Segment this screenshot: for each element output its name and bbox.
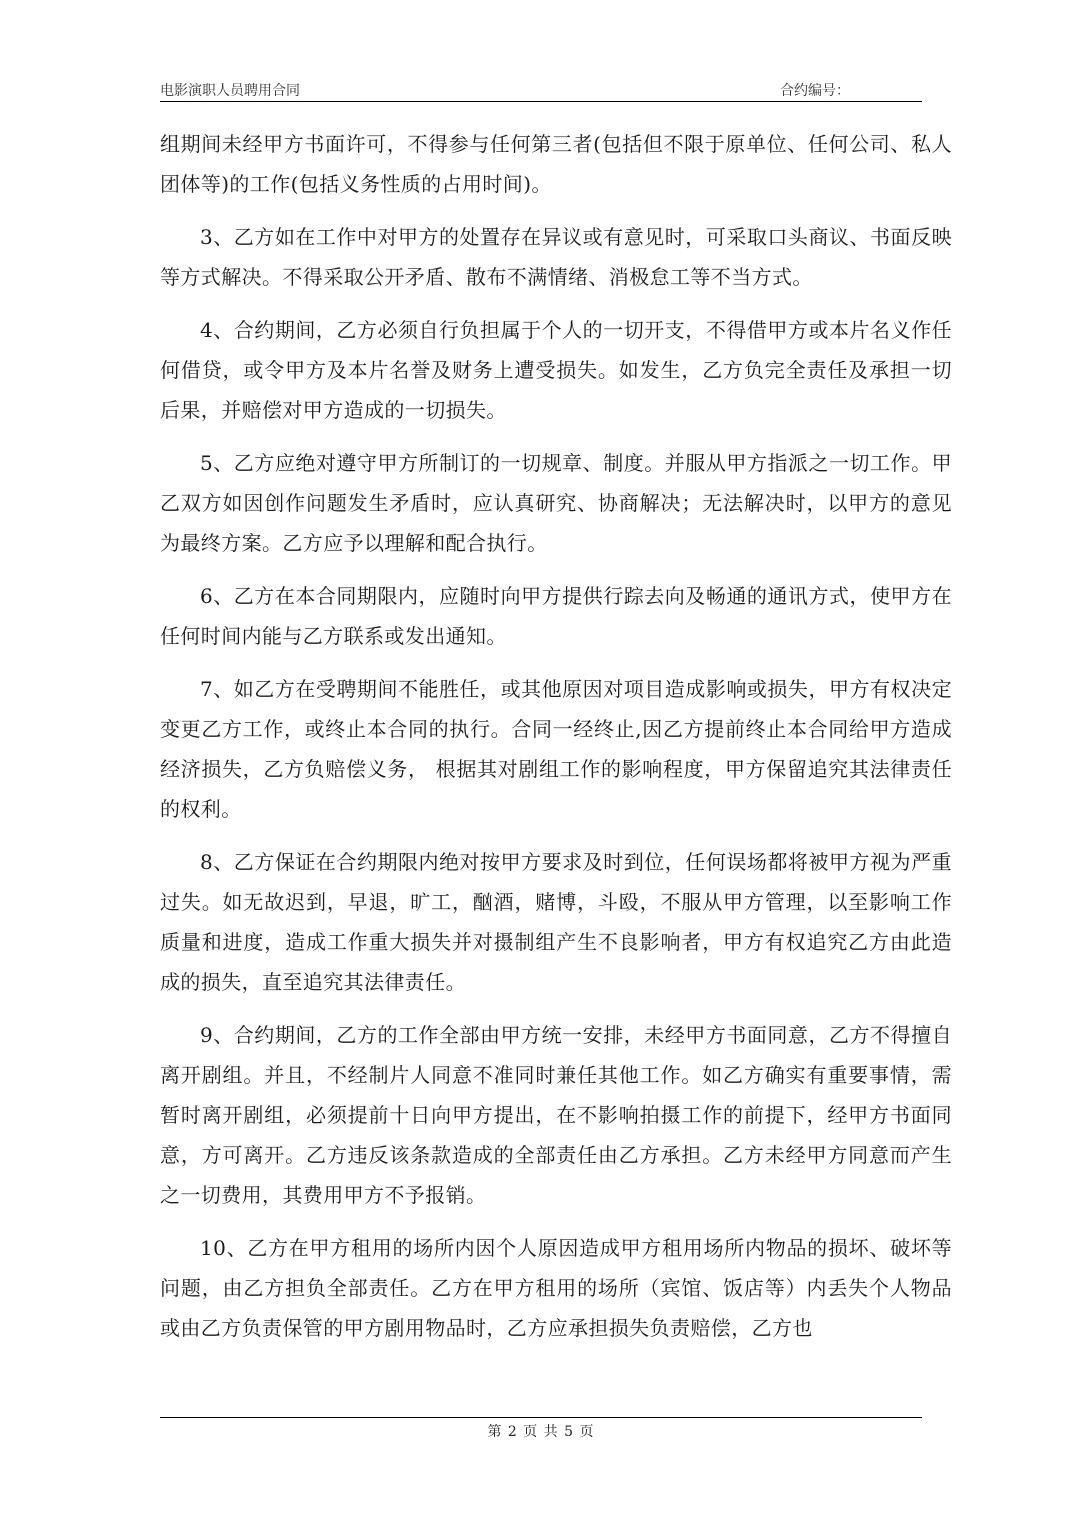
clause-7: 7、如乙方在受聘期间不能胜任，或其他原因对项目造成影响或损失，甲方有权决定变更乙方工作，或终止本合同的执行。合同一经终止,因乙方提前终止本合同给甲方造成经济损失，乙方负赔偿义务， 根据其对剧组工作的影响程度，甲方保留追究其法律责任的权利。 xyxy=(160,677,952,821)
header-title: 电影演职人员聘用合同 xyxy=(160,83,300,99)
page-number: 第 2 页 共 5 页 xyxy=(487,1424,595,1440)
clause-10: 10、乙方在甲方租用的场所内因个人原因造成甲方租用场所内物品的损坏、破坏等问题，由乙方担负全部责任。乙方在甲方租用的场所（宾馆、饭店等）内丢失个人物品或由乙方负责保管的甲方剧用物品时，乙方应承担损失负责赔偿，乙方也 xyxy=(160,1236,952,1340)
clause-3: 3、乙方如在工作中对甲方的处置存在异议或有意见时，可采取口头商议、书面反映等方式解决。不得采取公开矛盾、散布不满情绪、消极怠工等不当方式。 xyxy=(160,225,952,289)
page-header xyxy=(160,76,922,102)
contract-number-label: 合约编号： xyxy=(780,83,850,99)
clause-5: 5、乙方应绝对遵守甲方所制订的一切规章、制度。并服从甲方指派之一切工作。甲乙双方如因创作问题发生矛盾时，应认真研究、协商解决；无法解决时，以甲方的意见为最终方案。乙方应予以理解和配合执行。 xyxy=(160,451,952,555)
header-divider xyxy=(160,101,922,102)
clause-4: 4、合约期间，乙方必须自行负担属于个人的一切开支，不得借甲方或本片名义作任何借贷，或令甲方及本片名誉及财务上遭受损失。如发生，乙方负完全责任及承担一切后果，并赔偿对甲方造成的一切损失。 xyxy=(160,318,952,422)
clause-8: 8、乙方保证在合约期限内绝对按甲方要求及时到位，任何误场都将被甲方视为严重过失。如无故迟到，早退，旷工，酗酒，赌博，斗殴，不服从甲方管理，以至影响工作质量和进度，造成工作重大损失并对摄制组产生不良影响者，甲方有权追究乙方由此造成的损失，直至追究其法律责任。 xyxy=(160,850,952,994)
document-body xyxy=(160,124,952,1361)
footer-divider xyxy=(160,1417,922,1418)
clause-9: 9、合约期间，乙方的工作全部由甲方统一安排，未经甲方书面同意，乙方不得擅自离开剧组。并且，不经制片人同意不准同时兼任其他工作。如乙方确实有重要事情，需暂时离开剧组，必须提前十日向甲方提出，在不影响拍摄工作的前提下，经甲方书面同意，方可离开。乙方违反该条款造成的全部责任由乙方承担。乙方未经甲方同意而产生之一切费用，其费用甲方不予报销。 xyxy=(160,1023,952,1207)
paragraph-continued: 组期间未经甲方书面许可，不得参与任何第三者(包括但不限于原单位、任何公司、私人团体等)的工作(包括义务性质的占用时间)。 xyxy=(160,132,952,196)
clause-6: 6、乙方在本合同期限内，应随时向甲方提供行踪去向及畅通的通讯方式，使甲方在任何时间内能与乙方联系或发出通知。 xyxy=(160,584,952,648)
